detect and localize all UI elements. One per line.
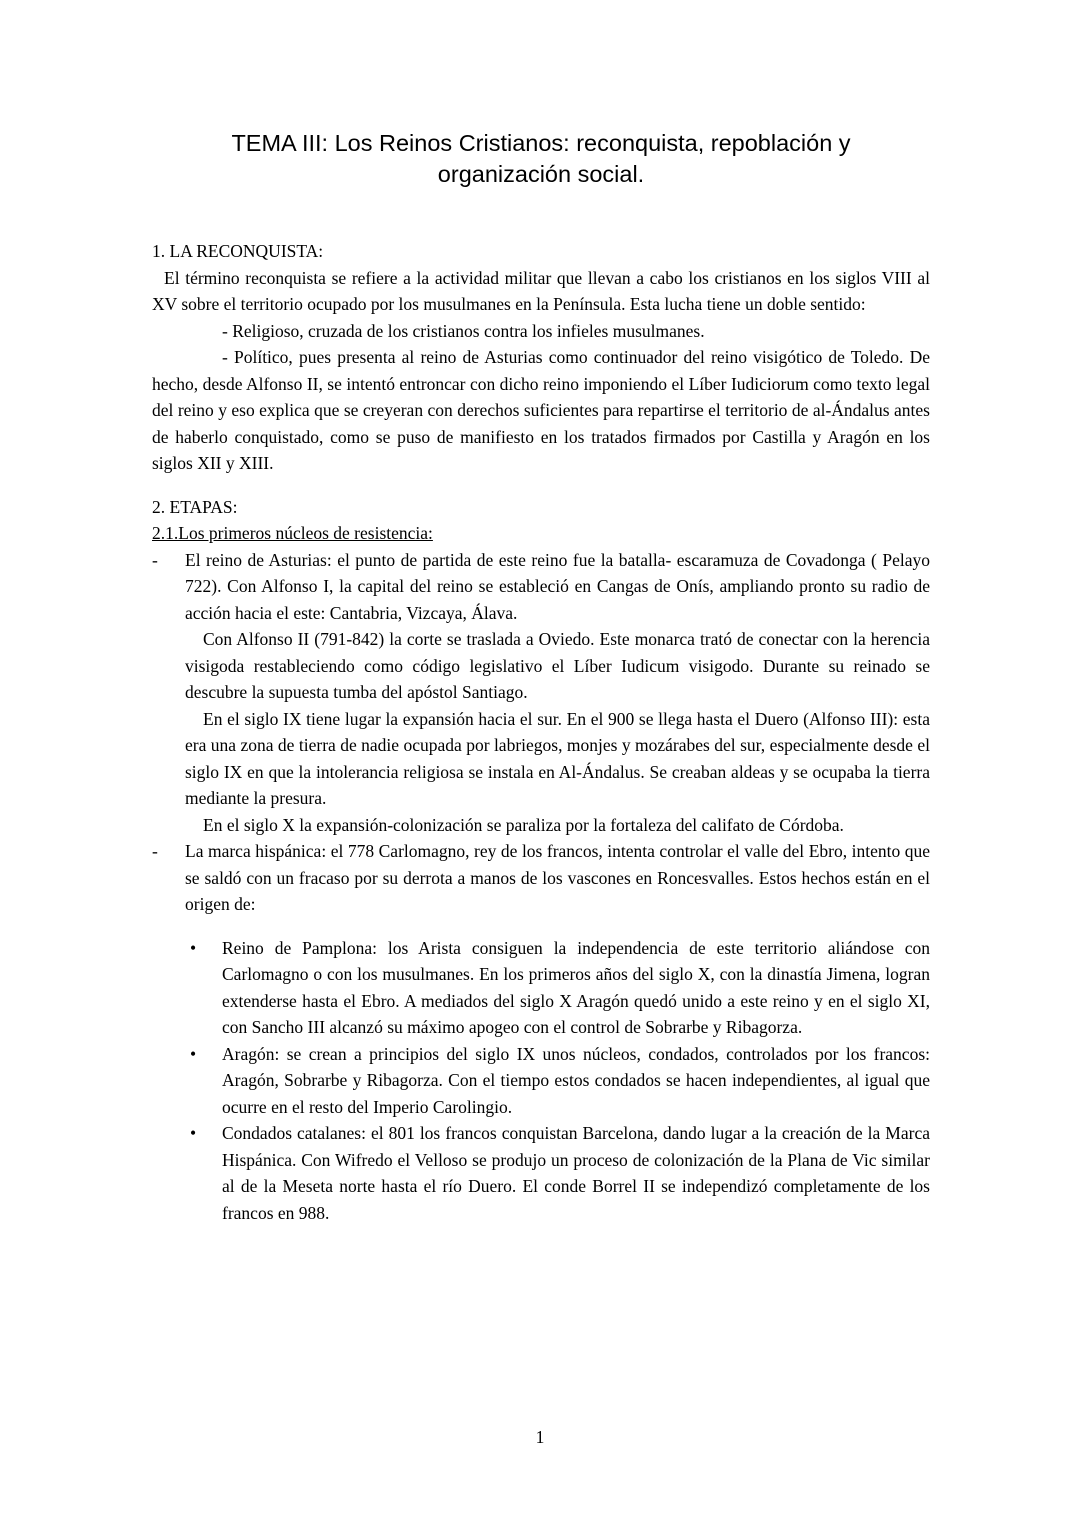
document-title: [152, 128, 930, 190]
list-item-marca-hispanica: [152, 838, 930, 918]
paragraph-condados-catalanes: Condados catalanes: el 801 los francos conquistan Barcelona, dando lugar a la creación de la Marca Hispánica. Con Wifredo el Velloso se produjo un proceso de colonización de la Plana de Vic similar al de la Meseta norte hasta el río Duero. El conde Borrel II se independizó completamente de los francos en 988.: [222, 1123, 930, 1223]
dash-marker: -: [152, 841, 158, 861]
dash-marker: -: [152, 549, 158, 570]
paragraph-marca-hispanica: La marca hispánica: el 778 Carlomagno, rey de los francos, intenta controlar el valle del Ebro, intento que se saldó con un fracaso por su derrota a manos de los vascones en Roncesvalles. Estos hechos están en el origen de:: [185, 841, 930, 914]
bullet-item-aragon: [190, 1041, 930, 1121]
paragraph-aragon: Aragón: se crean a principios del siglo IX unos núcleos, condados, controlados por los francos: Aragón, Sobrarbe y Ribagorza. Con el tiempo estos condados se hacen independientes, al igual que ocurre en el resto del Imperio Carolingio.: [222, 1043, 930, 1117]
line-religioso: - Religioso, cruzada de los cristianos contra los infieles musulmanes.: [222, 320, 705, 341]
dash-list: [152, 547, 930, 918]
paragraph-reconquista-intro: El término reconquista se refiere a la actividad militar que llevan a cabo los cristianos en los siglos VIII al XV sobre el territorio ocupado por los musulmanes en la Península. Esta lucha tiene un doble sentido:: [152, 267, 930, 314]
bullet-item-condados-catalanes: [190, 1120, 930, 1226]
section-heading-reconquista: 1. LA RECONQUISTA:: [152, 241, 324, 261]
list-item-marca-body: [185, 838, 930, 918]
bullet-marker: •: [190, 1123, 197, 1143]
paragraph-asturias-2: Con Alfonso II (791-842) la corte se traslada a Oviedo. Este monarca trató de conectar con la herencia visigoda restableciendo como código legislativo el Líber Iudicum visigodo. Durante su reinado se descubre la supuesta tumba del apóstol Santiago.: [185, 629, 930, 702]
page-number: 1: [535, 1427, 545, 1447]
subsection-heading-nucleos: 2.1.Los primeros núcleos de resistencia:: [152, 523, 433, 543]
list-item-asturias: [152, 547, 930, 839]
document-title-line1: TEMA III: Los Reinos Cristianos: reconquista, repoblación y: [231, 130, 851, 156]
bullet-item-catalanes-body: [222, 1120, 930, 1226]
bullet-marker: •: [190, 937, 197, 958]
document-title-line2: organización social.: [437, 161, 645, 187]
paragraph-asturias-3: En el siglo IX tiene lugar la expansión hacia el sur. En el 900 se llega hasta el Duero (Alfonso III): esta era una zona de tierra de nadie ocupada por labriegos, monjes y mozárabes del sur, especialmente desde el siglo IX en que la intolerancia religiosa se instala en Al-Ándalus. Se creaban aldeas y se ocupaba la tierra mediante la presura.: [185, 708, 930, 808]
paragraph-asturias-1: El reino de Asturias: el punto de partida de este reino fue la batalla- escaramuza de Covadonga ( Pelayo 722). Con Alfonso I, la capital del reino se estableció en Cangas de Onís, ampliando pronto su radio de acción hacia el este: Cantabria, Vizcaya, Álava.: [185, 549, 930, 623]
bullet-item-pamplona-body: [222, 935, 930, 1041]
section-heading-etapas: 2. ETAPAS:: [152, 496, 238, 517]
bullet-item-pamplona: [190, 935, 930, 1041]
paragraph-politico: - Político, pues presenta al reino de Asturias como continuador del reino visigótico de Toledo. De hecho, desde Alfonso II, se intentó entroncar con dicho reino imponiendo el Líber Iudiciorum como texto legal del reino y eso explica que se creyeran con derechos suficientes para repartirse el territorio de al-Ándalus antes de haberlo conquistado, como se puso de manifiesto en los tratados firmados por Castilla y Aragón en los siglos XII y XIII.: [152, 347, 930, 473]
paragraph-asturias-4: En el siglo X la expansión-colonización se paraliza por la fortaleza del califato de Córdoba.: [203, 814, 844, 835]
list-item-asturias-body: [185, 547, 930, 839]
bullet-list: [190, 935, 930, 1227]
bullet-marker: •: [190, 1043, 197, 1064]
bullet-item-aragon-body: [222, 1041, 930, 1121]
paragraph-pamplona: Reino de Pamplona: los Arista consiguen la independencia de este territorio aliándose con Carlomagno o con los musulmanes. En los primeros años del siglo X, con la dinastía Jimena, logran extenderse hasta el Ebro. A mediados del siglo X Aragón quedó unido a este reino y en el siglo XI, con Sancho III alcanzó su máximo apogeo con el control de Sobrarbe y Ribagorza.: [222, 937, 930, 1037]
